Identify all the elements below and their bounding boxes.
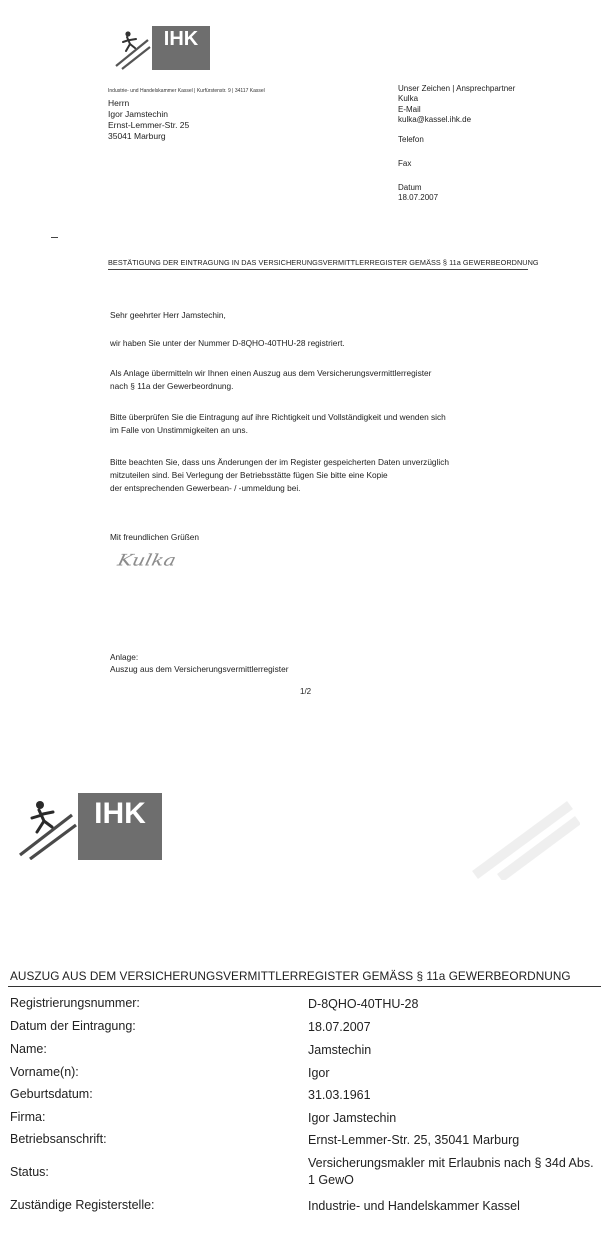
row-value: Industrie- und Handelskammer Kassel: [308, 1199, 520, 1213]
row-value: Jamstechin: [308, 1043, 372, 1057]
paragraph-4-line-3: der entsprechenden Gewerbean- / -ummeldung bei.: [110, 483, 301, 493]
ihk-logo-mark-icon: [112, 26, 152, 70]
row-value: 31.03.1961: [308, 1088, 371, 1102]
date-label: Datum: [398, 183, 422, 192]
paragraph-4-line-2: mitzuteilen sind. Bei Verlegung der Betriebsstätte fügen Sie bitte eine Kopie: [110, 470, 388, 480]
greeting: Sehr geehrter Herr Jamstechin,: [110, 310, 226, 320]
title-underline: [8, 986, 601, 987]
paragraph-3-line-1: Bitte überprüfen Sie die Eintragung auf ihre Richtigkeit und Vollständigkeit und wenden sich: [110, 412, 446, 422]
fax-label: Fax: [398, 159, 412, 168]
row-value: Igor Jamstechin: [308, 1111, 397, 1125]
reference-label: Unser Zeichen | Ansprechpartner: [398, 84, 516, 93]
phone-label: Telefon: [398, 135, 424, 144]
closing: Mit freundlichen Grüßen: [110, 532, 200, 542]
row-label: Zuständige Registerstelle:: [10, 1198, 155, 1212]
row-label: Name:: [10, 1042, 47, 1056]
row-label: Status:: [10, 1165, 49, 1179]
sender-return-address: Industrie- und Handelskammer Kassel | Kurfürstenstr. 9 | 34117 Kassel: [108, 88, 265, 94]
row-label: Firma:: [10, 1110, 46, 1124]
fold-mark: [51, 237, 58, 238]
handwritten-signature: Kulka: [115, 550, 178, 570]
recipient-street: Ernst-Lemmer-Str. 25: [108, 120, 190, 130]
email-value: kulka@kassel.ihk.de: [398, 115, 472, 124]
ihk-logo-mark-icon: [16, 793, 78, 860]
paragraph-1: wir haben Sie unter der Nummer D-8QHO-40THU-28 registriert.: [110, 338, 345, 348]
ihk-logo-text: IHK: [94, 797, 146, 830]
row-value: Ernst-Lemmer-Str. 25, 35041 Marburg: [308, 1133, 520, 1147]
page-number: 1/2: [300, 687, 312, 696]
reference-value: Kulka: [398, 94, 419, 103]
attachment-text: Auszug aus dem Versicherungsvermittlerregister: [110, 664, 289, 674]
ihk-logo: [112, 26, 210, 70]
paragraph-3-line-2: im Falle von Unstimmigkeiten an uns.: [110, 425, 248, 435]
row-label: Betriebsanschrift:: [10, 1132, 107, 1146]
row-value: Versicherungsmakler mit Erlaubnis nach § 34d Abs. 1 GewO: [308, 1156, 594, 1187]
email-label: E-Mail: [398, 105, 421, 114]
subject-underline: [108, 269, 528, 270]
paragraph-4-line-1: Bitte beachten Sie, dass uns Änderungen der im Register gespeicherten Daten unverzüglich: [110, 457, 449, 467]
date-value: 18.07.2007: [398, 193, 439, 202]
letter-subject: BESTÄTIGUNG DER EINTRAGUNG IN DAS VERSICHERUNGSVERMITTLERREGISTER GEMÄSS § 11a GEWERBEORDNUNG: [108, 258, 539, 267]
ihk-logo-text: IHK: [163, 28, 199, 50]
row-label: Datum der Eintragung:: [10, 1019, 136, 1033]
paragraph-2-line-1: Als Anlage übermitteln wir Ihnen einen Auszug aus dem Versicherungsvermittlerregister: [110, 368, 432, 378]
paragraph-2-line-2: nach § 11a der Gewerbeordnung.: [110, 381, 234, 391]
ihk-logo-box: [78, 793, 162, 860]
row-value: D-8QHO-40THU-28: [308, 997, 419, 1011]
recipient-name: Igor Jamstechin: [108, 109, 168, 119]
row-label: Registrierungsnummer:: [10, 996, 140, 1010]
faint-watermark: [470, 800, 580, 880]
row-label: Vorname(n):: [10, 1065, 79, 1079]
extract-title: AUSZUG AUS DEM VERSICHERUNGSVERMITTLERREGISTER GEMÄSS § 11a GEWERBEORDNUNG: [10, 969, 571, 983]
recipient-address: [108, 98, 189, 142]
ihk-logo-page-2: [16, 793, 162, 860]
letter-meta: [398, 84, 515, 203]
recipient-city: 35041 Marburg: [108, 131, 166, 141]
ihk-logo-box: [152, 26, 210, 70]
attachment-label: Anlage:: [110, 652, 139, 662]
recipient-salutation: Herrn: [108, 98, 130, 108]
row-value: 18.07.2007: [308, 1020, 371, 1034]
row-label: Geburtsdatum:: [10, 1087, 93, 1101]
row-value: Igor: [308, 1066, 330, 1080]
